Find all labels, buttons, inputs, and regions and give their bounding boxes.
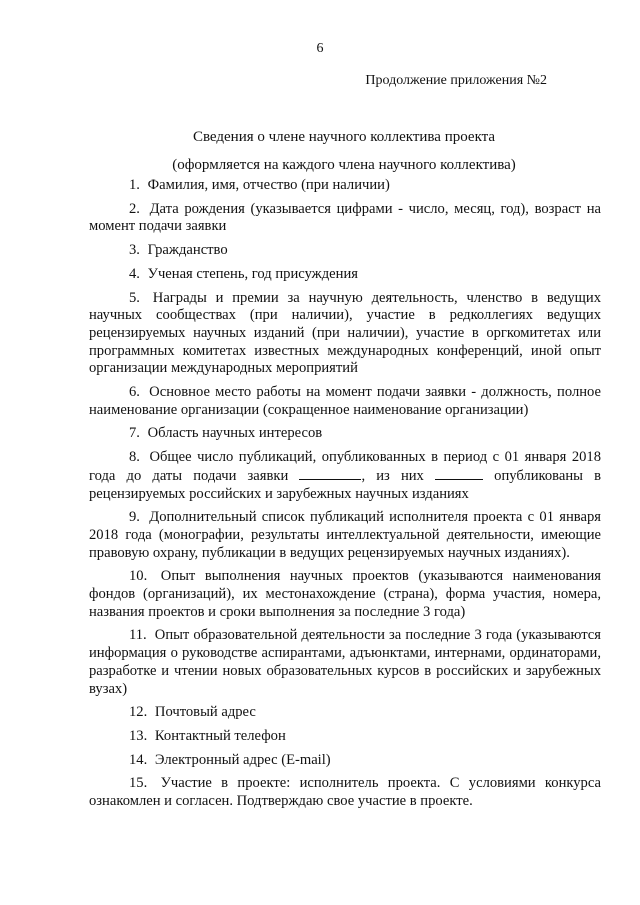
- list-item-1: [89, 177, 601, 195]
- item-number: 4.: [129, 265, 140, 282]
- document-title: [88, 126, 600, 182]
- item-text: Контактный телефон: [154, 727, 286, 744]
- item-number: 6.: [129, 384, 140, 401]
- item-number: 13.: [129, 727, 148, 744]
- list-item-13: [89, 728, 601, 746]
- page-number: 6: [316, 41, 324, 56]
- item-text: Основное место работы на момент подачи заявки - должность, полное наименование организации (сокращенное наименование организации): [89, 384, 601, 418]
- item-number: 11.: [129, 627, 147, 644]
- item-text-part-1: Общее число публикаций, опубликованных в период с 01 января 2018 года до даты подачи заявки: [89, 449, 602, 484]
- item-text: Участие в проекте: исполнитель проекта. С условиями конкурса ознакомлен и согласен. Подтверждаю свое участие в проекте.: [89, 775, 601, 810]
- item-number: 9.: [129, 509, 140, 526]
- fill-in-blank-total: [299, 467, 361, 480]
- title-line-1: Сведения о члене научного коллектива проекта: [192, 129, 496, 145]
- list-item-6: [89, 384, 601, 419]
- item-number: 8.: [129, 449, 140, 466]
- item-text: Дополнительный список публикаций исполнителя проекта с 01 января 2018 года (монографии, результаты интеллектуальной деятельности, имеющие правовую охрану, публикации в ведущих рецензируемых научных изданиях).: [89, 509, 601, 561]
- item-text: Гражданство: [147, 242, 228, 259]
- appendix-continuation-note: Продолжение приложения №2: [365, 73, 547, 88]
- item-number: 2.: [129, 200, 140, 217]
- list-item-5: [89, 290, 601, 379]
- item-text: Опыт образовательной деятельности за последние 3 года (указываются информация о руководстве аспирантами, адъюнктами, интернами, ординаторами, разработке и чтении новых образовательных курсов в российских и зарубежных вузах): [89, 627, 601, 697]
- item-number: 3.: [129, 242, 140, 259]
- list-item-11: [89, 627, 601, 698]
- item-number: 15.: [129, 775, 148, 792]
- item-number: 10.: [129, 568, 148, 585]
- item-text: Область научных интересов: [147, 425, 323, 442]
- item-text-part-2: , из них: [361, 467, 424, 484]
- item-number: 5.: [129, 289, 140, 306]
- title-line-2: (оформляется на каждого члена научного коллектива): [172, 157, 516, 173]
- list-item-7: [89, 425, 601, 443]
- item-text: Электронный адрес (E-mail): [154, 751, 331, 768]
- item-number: 1.: [129, 177, 140, 193]
- list-item-12: [89, 704, 601, 722]
- item-text: Ученая степень, год присуждения: [147, 265, 358, 282]
- list-item-3: [89, 242, 601, 260]
- item-text-part-3: опубликованы в рецензируемых российских и зарубежных научных изданиях: [89, 467, 601, 502]
- item-text: Фамилия, имя, отчество (при наличии): [147, 177, 390, 193]
- item-text: Опыт выполнения научных проектов (указываются наименования фондов (организаций), их местонахождение (страна), форма участия, номера, названия проектов и сроки выполнения за последние 3 года): [89, 568, 601, 620]
- item-text: Дата рождения (указывается цифрами - число, месяц, год), возраст на момент подачи заявки: [89, 200, 601, 235]
- list-item-14: [89, 752, 601, 770]
- list-item-4: [89, 266, 601, 284]
- item-number: 7.: [129, 425, 140, 442]
- fill-in-blank-reviewed: [435, 467, 483, 480]
- item-number: 12.: [129, 704, 148, 721]
- list-item-15: [89, 775, 601, 810]
- item-number: 14.: [129, 751, 148, 768]
- list-item-8: [89, 449, 601, 503]
- items-list: [89, 177, 601, 817]
- list-item-2: [89, 201, 601, 236]
- list-item-10: [89, 568, 601, 621]
- item-text: Почтовый адрес: [154, 704, 256, 721]
- item-text: Награды и премии за научную деятельность, членство в ведущих научных сообществах (при наличии), участие в редколлегиях ведущих рецензируемых научных изданий (при наличии), участие в оргкомитетах или программных комитетах известных международных конференций, иной опыт организации международных мероприятий: [89, 289, 601, 377]
- list-item-9: [89, 509, 601, 562]
